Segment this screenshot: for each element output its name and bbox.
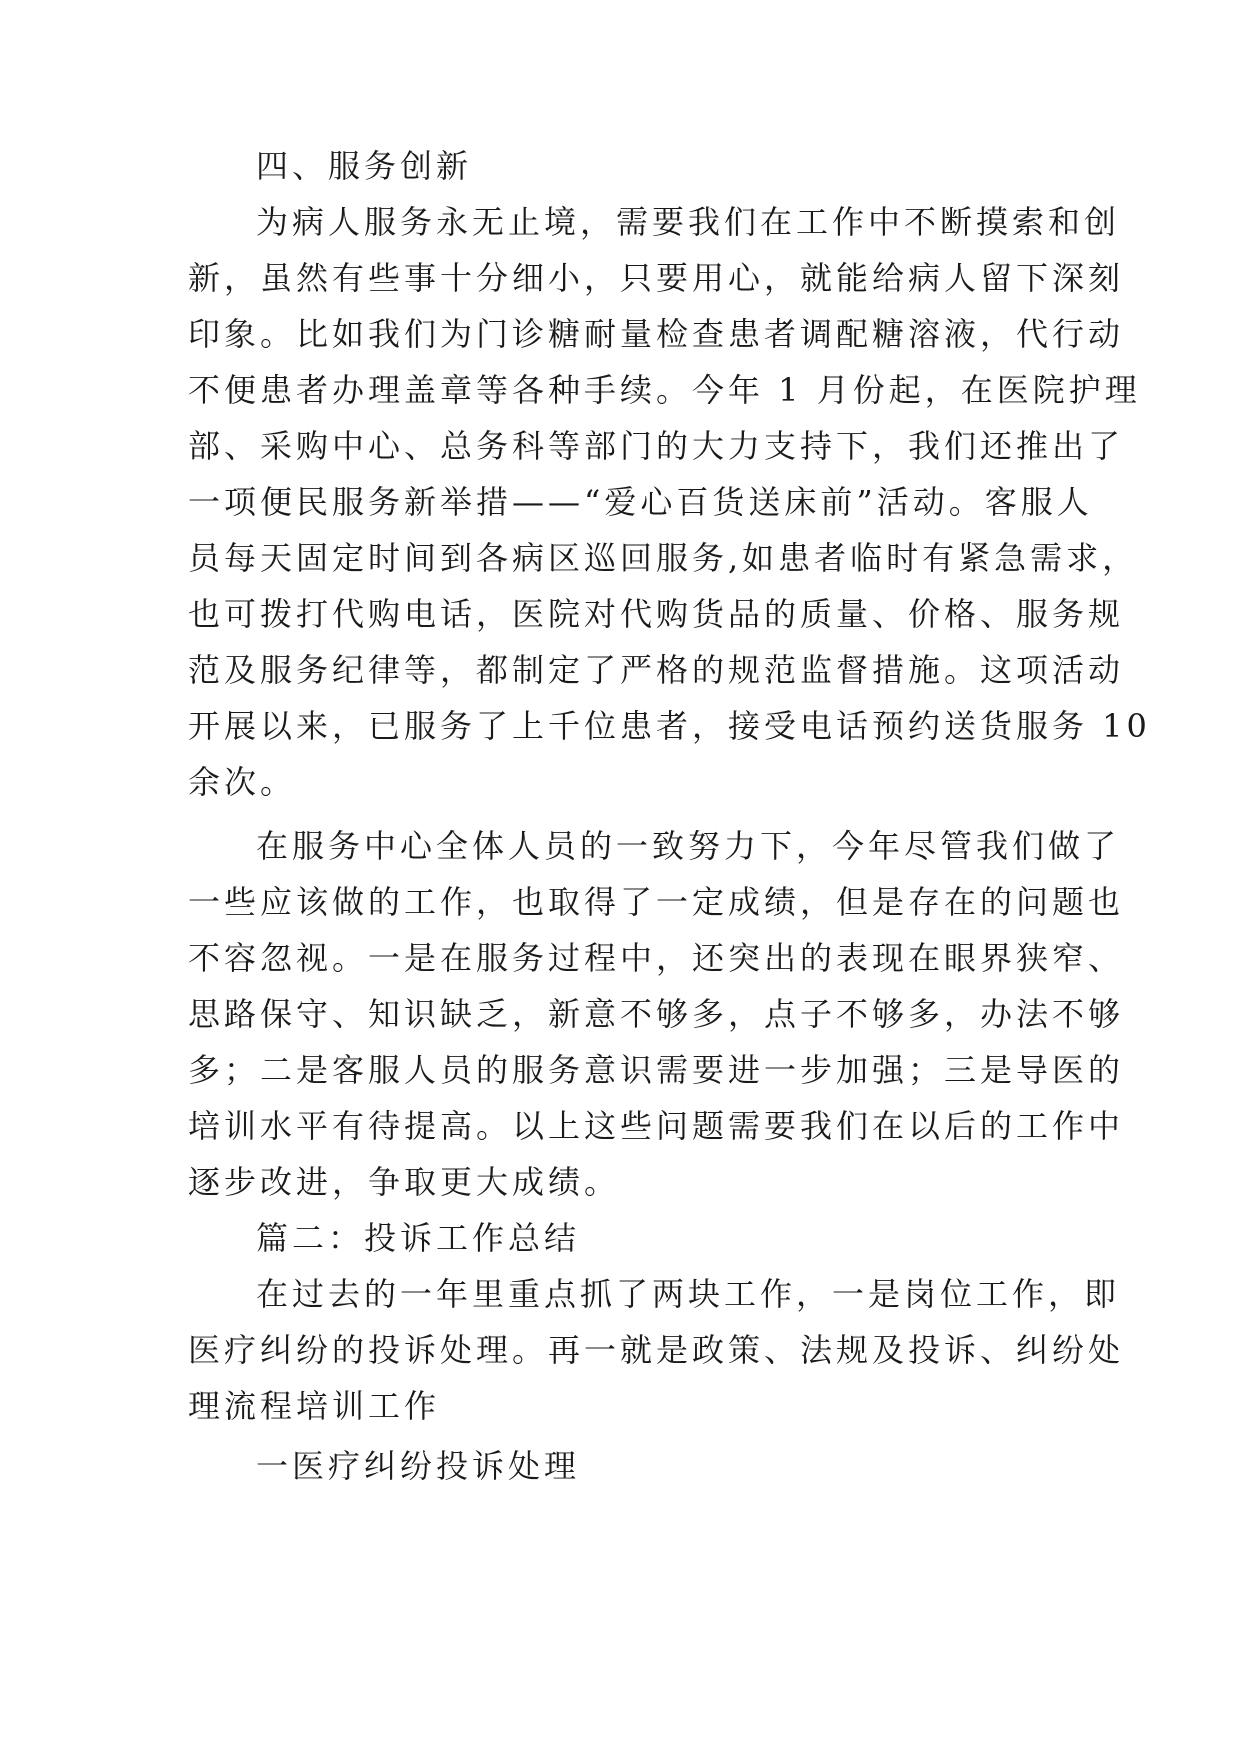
paragraph-line: 在过去的一年里重点抓了两块工作，一是岗位工作，即 [256,1275,1121,1313]
paragraph-line: 印象。比如我们为门诊糖耐量检查患者调配糖溶液，代行动 [188,315,1125,353]
paragraph-line: 多；二是客服人员的服务意识需要进一步加强；三是导医的 [188,1051,1125,1089]
paragraph-line: 理流程培训工作 [188,1387,441,1425]
paragraph-line: 范及服务纪律等，都制定了严格的规范监督措施。这项活动 [188,651,1125,689]
paragraph-line: 逐步改进，争取更大成绩。 [188,1163,621,1201]
paragraph-line: 余次。 [188,763,297,801]
paragraph-line: 开展以来，已服务了上千位患者，接受电话预约送货服务 10 [188,707,1151,745]
paragraph-line: 培训水平有待提高。以上这些问题需要我们在以后的工作中 [188,1107,1125,1145]
paragraph-line: 也可拨打代购电话，医院对代购货品的质量、价格、服务规 [188,595,1125,633]
paragraph-line: 思路保守、知识缺乏，新意不够多，点子不够多，办法不够 [188,995,1125,1033]
paragraph-line: 员每天固定时间到各病区巡回服务,如患者临时有紧急需求， [188,539,1139,577]
paragraph-line: 部、采购中心、总务科等部门的大力支持下，我们还推出了 [188,427,1125,465]
paragraph-line: 医疗纠纷的投诉处理。再一就是政策、法规及投诉、纠纷处 [188,1331,1125,1369]
paragraph-line: 新，虽然有些事十分细小，只要用心，就能给病人留下深刻 [188,259,1125,297]
paragraph-line: 为病人服务永无止境，需要我们在工作中不断摸索和创 [256,203,1121,241]
section-heading-service-innovation: 四、服务创新 [256,147,473,185]
section-heading-complaint-summary: 篇二：投诉工作总结 [256,1219,581,1257]
paragraph-line: 一项便民服务新举措——“爱心百货送床前”活动。客服人 [188,483,1093,521]
paragraph-line: 不容忽视。一是在服务过程中，还突出的表现在眼界狭窄、 [188,939,1125,977]
subsection-heading: 一医疗纠纷投诉处理 [256,1447,581,1485]
paragraph-line: 不便患者办理盖章等各种手续。今年 1 月份起，在医院护理 [188,371,1141,409]
paragraph-line: 在服务中心全体人员的一致努力下，今年尽管我们做了 [256,827,1121,865]
paragraph-line: 一些应该做的工作，也取得了一定成绩，但是存在的问题也 [188,883,1125,921]
